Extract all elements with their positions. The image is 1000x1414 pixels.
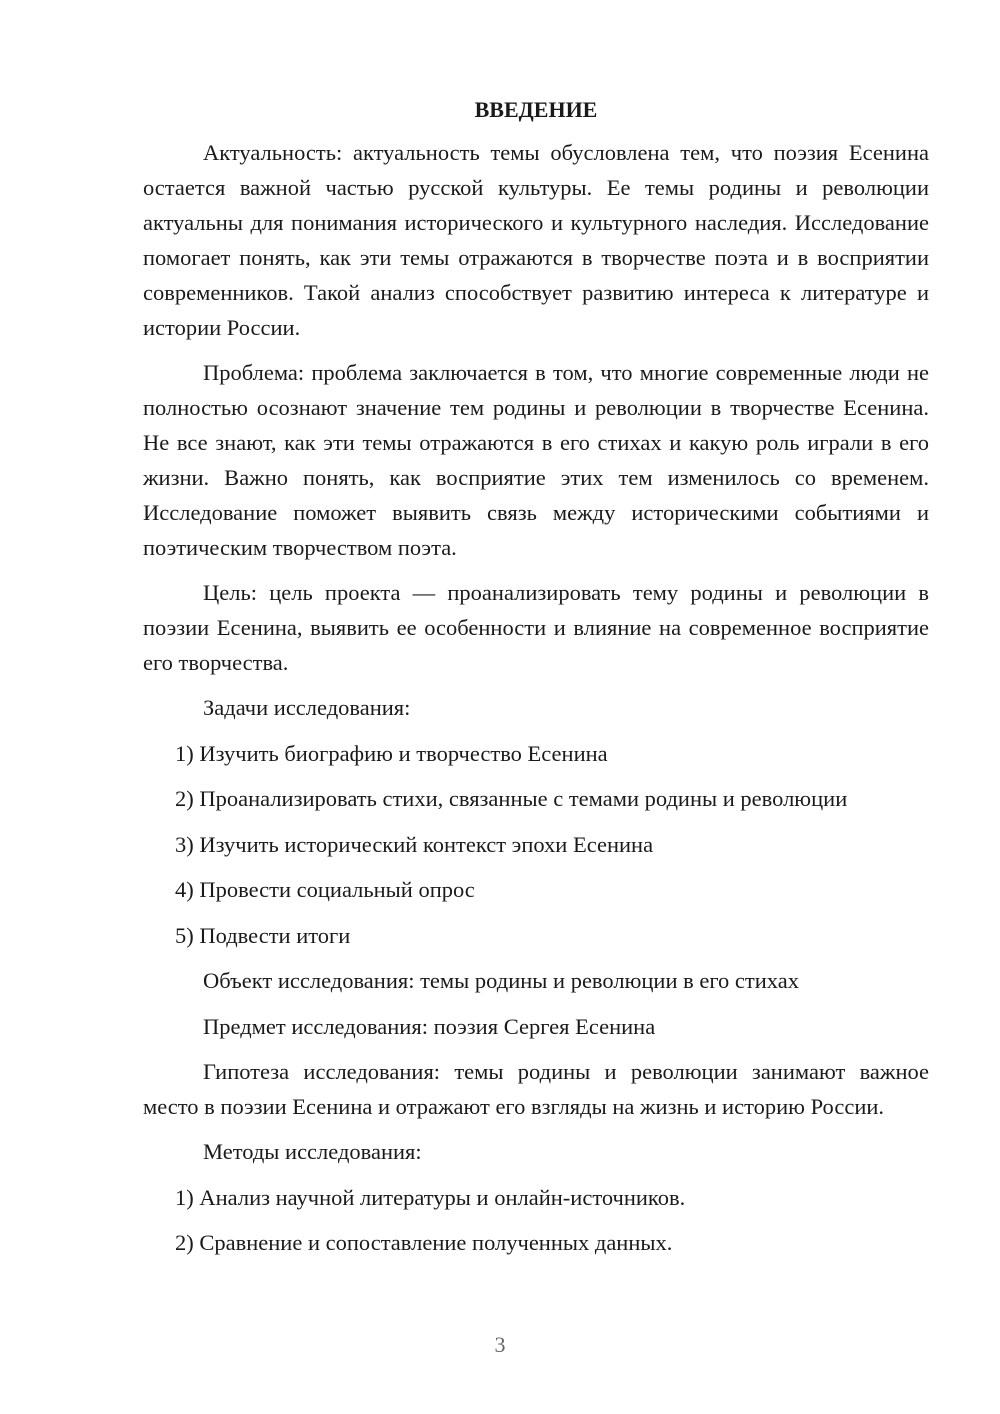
object-line: Объект исследования: темы родины и революции в его стихах bbox=[203, 968, 799, 993]
section-title: ВВЕДЕНИЕ bbox=[474, 97, 598, 122]
document-page bbox=[143, 92, 929, 1271]
list-item: 4) Провести социальный опрос bbox=[175, 877, 475, 902]
list-item: 3) Изучить исторический контекст эпохи Есенина bbox=[175, 831, 654, 857]
tasks-heading: Задачи исследования: bbox=[203, 695, 411, 720]
tasks-list bbox=[143, 736, 929, 953]
methods-list bbox=[143, 1180, 929, 1261]
problem-paragraph: Проблема: проблема заключается в том, что многие современные люди не полностью осознают значение тем родины и революции в творчестве Есенина. Не все знают, как эти темы отражаются в его стихах и какую роль играли в его жизни. Важно понять, как восприятие этих тем изменилось со временем. Исследование поможет выявить связь между историческими событиями и поэтическим творчеством поэта. bbox=[143, 360, 929, 560]
list-item: 2) Сравнение и сопоставление полученных данных. bbox=[175, 1230, 673, 1255]
hypothesis-paragraph: Гипотеза исследования: темы родины и революции занимают важное место в поэзии Есенина и отражают его взгляды на жизнь и историю России. bbox=[143, 1059, 929, 1119]
methods-heading: Методы исследования: bbox=[203, 1139, 422, 1164]
subject-line: Предмет исследования: поэзия Сергея Есенина bbox=[203, 1013, 656, 1039]
goal-paragraph: Цель: цель проекта — проанализировать тему родины и революции в поэзии Есенина, выявить ее особенности и влияние на современное восприятие его творчества. bbox=[143, 580, 929, 675]
list-item: 5) Подвести итоги bbox=[175, 922, 351, 948]
list-item: 1) Изучить биографию и творчество Есенина bbox=[175, 740, 608, 766]
page-number: 3 bbox=[494, 1332, 506, 1357]
list-item: 1) Анализ научной литературы и онлайн-источников. bbox=[175, 1184, 686, 1210]
list-item: 2) Проанализировать стихи, связанные с темами родины и революции bbox=[175, 786, 848, 811]
actuality-paragraph: Актуальность: актуальность темы обусловлена тем, что поэзия Есенина остается важной частью русской культуры. Ее темы родины и революции актуальны для понимания исторического и культурного наследия. Исследование помогает понять, как эти темы отражаются в творчестве поэта и в восприятии современников. Такой анализ способствует развитию интереса к литературе и истории России. bbox=[143, 140, 929, 340]
